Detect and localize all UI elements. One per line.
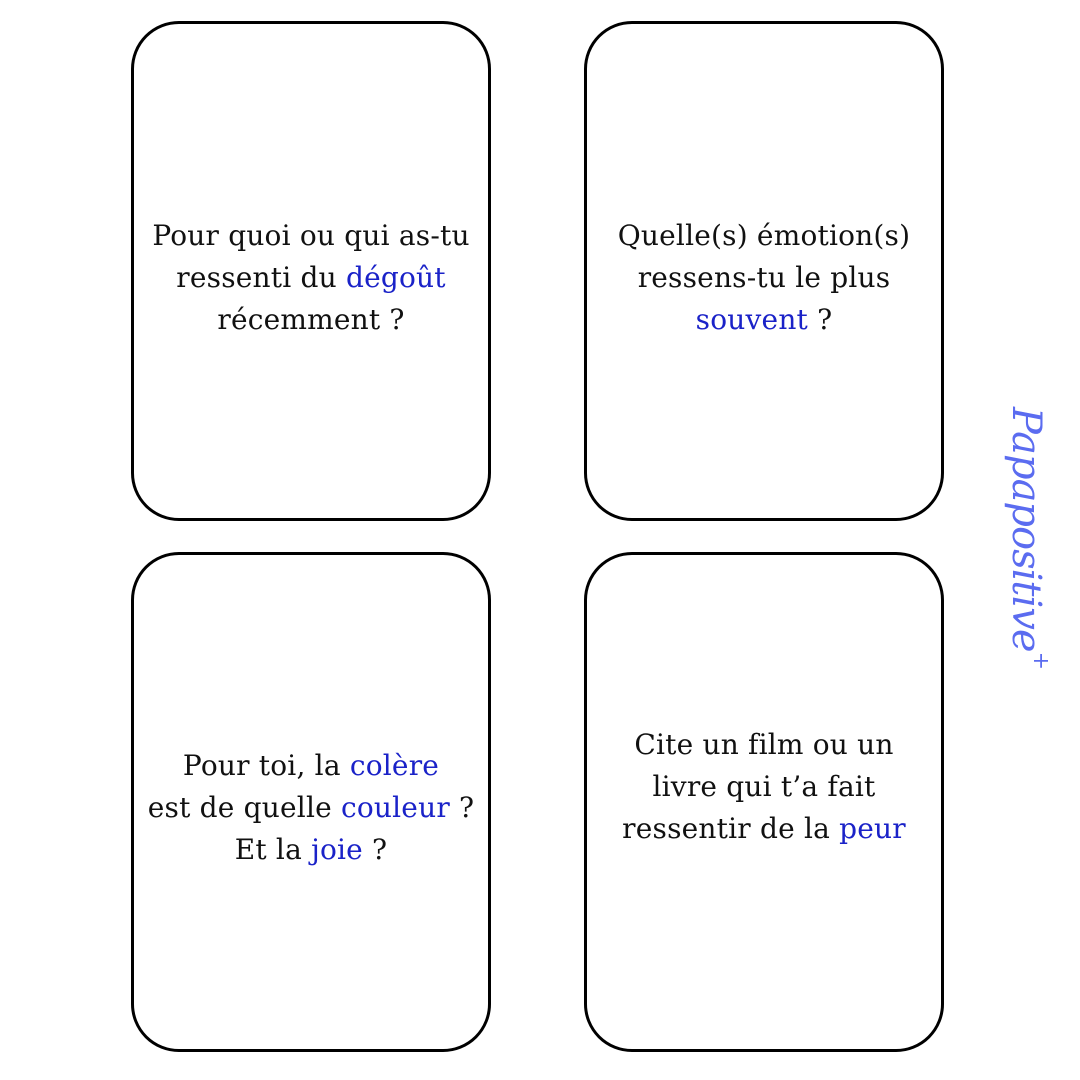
question-card-frequent-emotions[interactable] bbox=[584, 21, 944, 521]
question-card-fear-film[interactable] bbox=[584, 552, 944, 1052]
card-line bbox=[587, 808, 941, 850]
text-segment: ? bbox=[449, 791, 475, 824]
card-question-text bbox=[134, 745, 488, 871]
watermark-plus-mark: + bbox=[1028, 651, 1053, 669]
card-question-text bbox=[587, 724, 941, 850]
card-line bbox=[134, 299, 488, 341]
highlighted-emotion-word: colère bbox=[349, 749, 440, 782]
card-question-text bbox=[134, 215, 488, 341]
text-segment: est de quelle bbox=[147, 791, 341, 824]
highlighted-emotion-word: souvent bbox=[695, 303, 809, 336]
card-line bbox=[587, 299, 941, 341]
highlighted-emotion-word: peur bbox=[839, 812, 906, 845]
text-segment: Pour toi, la bbox=[182, 749, 350, 782]
text-segment: récemment ? bbox=[217, 303, 405, 336]
text-segment: ? bbox=[808, 303, 833, 336]
text-segment: ressenti du bbox=[176, 261, 346, 294]
text-segment: Quelle(s) émotion(s) bbox=[617, 219, 911, 252]
question-card-disgust[interactable] bbox=[131, 21, 491, 521]
card-line bbox=[587, 215, 941, 257]
card-line bbox=[587, 724, 941, 766]
card-line bbox=[134, 257, 488, 299]
brand-watermark bbox=[1003, 407, 1053, 669]
card-line bbox=[134, 787, 488, 829]
card-line bbox=[134, 215, 488, 257]
card-line bbox=[134, 745, 488, 787]
card-line bbox=[134, 829, 488, 871]
card-line bbox=[587, 766, 941, 808]
watermark-text: Papapositive bbox=[1003, 407, 1049, 652]
text-segment: ? bbox=[362, 833, 388, 866]
text-segment: ressentir de la bbox=[622, 812, 840, 845]
text-segment: ressens-tu le plus bbox=[637, 261, 891, 294]
card-line bbox=[587, 257, 941, 299]
card-question-text bbox=[587, 215, 941, 341]
highlighted-emotion-word: joie bbox=[311, 833, 363, 866]
text-segment: Et la bbox=[234, 833, 312, 866]
text-segment: livre qui t’a fait bbox=[652, 770, 876, 803]
text-segment: Pour quoi ou qui as-tu bbox=[152, 219, 470, 252]
highlighted-emotion-word: dégoût bbox=[345, 261, 446, 294]
question-card-anger-color[interactable] bbox=[131, 552, 491, 1052]
text-segment: Cite un film ou un bbox=[634, 728, 894, 761]
highlighted-emotion-word: couleur bbox=[340, 791, 450, 824]
